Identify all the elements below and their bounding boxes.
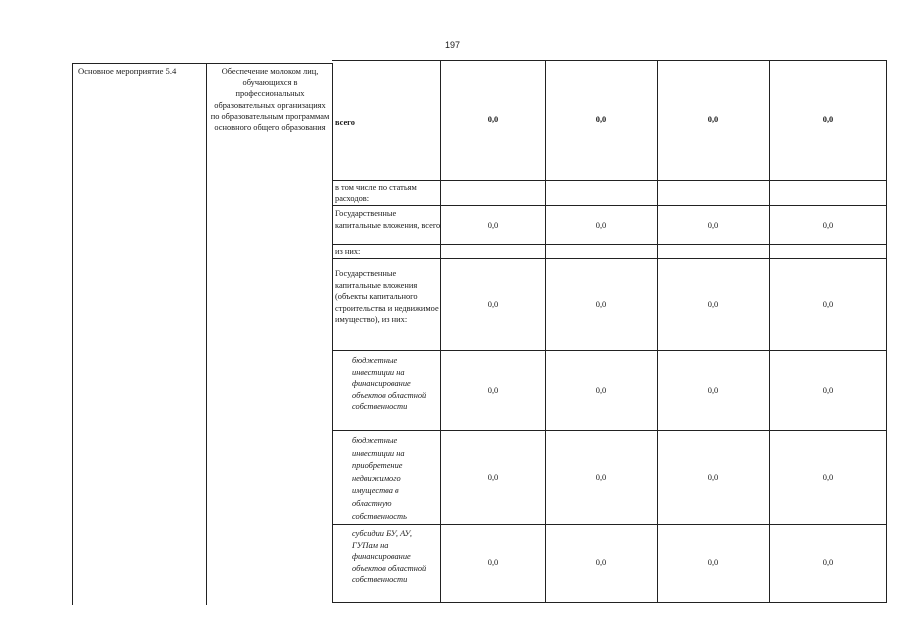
row-value: 0,0 (822, 300, 834, 309)
row-label-subsidies: субсидии БУ, АУ, ГУПам на финансирование объектов областной собственности (352, 529, 427, 585)
column-divider-5 (657, 60, 658, 603)
row-value: 0,0 (487, 115, 499, 124)
row-value: 0,0 (707, 473, 719, 482)
row-label-budget-investments-financing: бюджетные инвестиции на финансирование объектов областной собственности (352, 356, 427, 412)
row-value: 0,0 (595, 473, 607, 482)
row-value: 0,0 (487, 558, 499, 567)
column-divider-1 (206, 63, 207, 605)
table-border-left (72, 63, 73, 605)
column-divider-2 (332, 63, 333, 603)
row-value: 0,0 (707, 386, 719, 395)
row-value: 0,0 (822, 473, 834, 482)
table-border-bottom (332, 602, 887, 603)
row-value: 0,0 (595, 558, 607, 567)
table-border-top (72, 63, 332, 64)
row-value: 0,0 (487, 473, 499, 482)
row-divider-5 (332, 350, 887, 351)
page-number: 197 (444, 40, 461, 50)
row-value: 0,0 (595, 300, 607, 309)
row-value: 0,0 (707, 558, 719, 567)
row-label-including: в том числе по статьям расходов: (335, 183, 417, 203)
row-divider-3 (332, 244, 887, 245)
row-divider-2 (332, 205, 887, 206)
row-value: 0,0 (707, 221, 719, 230)
row-divider-4 (332, 258, 887, 259)
table-border-top-right (332, 60, 887, 61)
row-value: 0,0 (487, 300, 499, 309)
column-divider-3 (440, 60, 441, 603)
row-label-of-which: из них: (335, 247, 361, 256)
event-label: Основное мероприятие 5.4 (78, 66, 177, 76)
row-value: 0,0 (595, 386, 607, 395)
row-divider-6 (332, 430, 887, 431)
column-divider-4 (545, 60, 546, 603)
row-value: 0,0 (487, 221, 499, 230)
table-border-right (886, 60, 887, 603)
row-value: 0,0 (707, 115, 719, 124)
row-value: 0,0 (487, 386, 499, 395)
column-divider-6 (769, 60, 770, 603)
row-value: 0,0 (822, 558, 834, 567)
event-description: Обеспечение молоком лиц, обучающихся в профессиональных образовательных организациях по образовательным программам основного общего образования (210, 67, 330, 133)
row-value: 0,0 (822, 386, 834, 395)
row-value: 0,0 (822, 221, 834, 230)
row-label-budget-investments-acquisition: бюджетные инвестиции на приобретение недвижимого имущества в областную собственность (352, 436, 407, 521)
row-value: 0,0 (707, 300, 719, 309)
row-divider-7 (332, 524, 887, 525)
row-value: 0,0 (822, 115, 834, 124)
row-value: 0,0 (595, 221, 607, 230)
row-label-total: всего (335, 118, 355, 127)
row-value: 0,0 (595, 115, 607, 124)
row-divider-1 (332, 180, 887, 181)
row-label-capital-objects: Государственные капитальные вложения (объекты капитального строительства и недвижимое имущество), из них: (335, 269, 439, 325)
row-label-capital-total: Государственные капитальные вложения, всего (335, 209, 441, 230)
